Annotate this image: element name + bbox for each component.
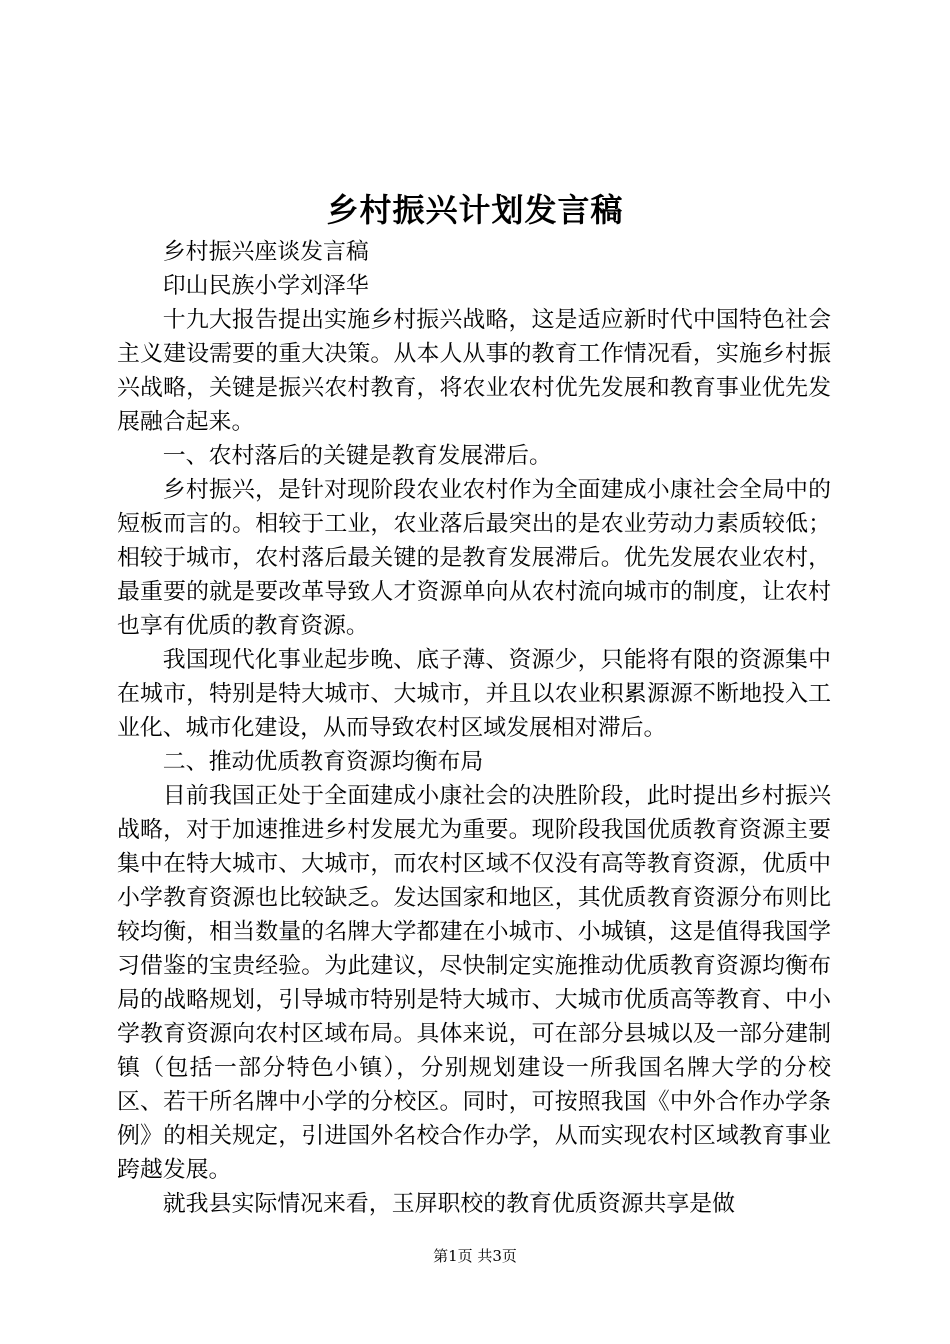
paragraph-forum-name: 乡村振兴座谈发言稿 [162,239,369,265]
paragraph-section-2a: 目前我国正处于全面建成小康社会的决胜阶段，此时提出乡村振兴战略，对于加速推进乡村发展尤为重要。现阶段我国优质教育资源主要集中在特大城市、大城市，而农村区域不仅没有高等教育资源，优质中小学教育资源也比较缺乏。发达国家和地区，其优质教育资源分布则比较均衡，相当数量的名牌大学都建在小城市、小城镇，这是值得我国学习借鉴的宝贵经验。为此建议，尽快制定实施推动优质教育资源均衡布局的战略规划，引导城市特别是特大城市、大城市优质高等教育、中小学教育资源向农村区域布局。具体来说，可在部分县城以及一部分建制镇（包括一部分特色小镇），分别规划建设一所我国名牌大学的分校区、若干所名牌中小学的分校区。同时，可按照我国《中外合作办学条例》的相关规定，引进国外名校合作办学，从而实现农村区域教育事业跨越发展。 [117,783,831,1183]
paragraph-section-2b: 就我县实际情况来看，玉屏职校的教育优质资源共享是做 [162,1191,736,1217]
paragraph-author: 印山民族小学刘泽华 [162,273,369,299]
section-heading-2: 二、推动优质教育资源均衡布局 [162,749,484,775]
document-body [117,235,831,1221]
section-heading-1: 一、农村落后的关键是教育发展滞后。 [162,443,552,469]
paragraph-section-1a: 乡村振兴，是针对现阶段农业农村作为全面建成小康社会全局中的短板而言的。相较于工业，农业落后最突出的是农业劳动力素质较低；相较于城市，农村落后最关键的是教育发展滞后。优先发展农业农村，最重要的就是要改革导致人才资源单向从农村流向城市的制度，让农村也享有优质的教育资源。 [117,477,831,639]
paragraph-section-1b: 我国现代化事业起步晚、底子薄、资源少，只能将有限的资源集中在城市，特别是特大城市、大城市，并且以农业积累源源不断地投入工业化、城市化建设，从而导致农村区域发展相对滞后。 [117,647,831,741]
document-title: 乡村振兴计划发言稿 [326,191,624,229]
page-footer: 第1页 共3页 [433,1247,517,1265]
paragraph-intro: 十九大报告提出实施乡村振兴战略，这是适应新时代中国特色社会主义建设需要的重大决策。从本人从事的教育工作情况看，实施乡村振兴战略，关键是振兴农村教育，将农业农村优先发展和教育事业优先发展融合起来。 [117,307,831,435]
